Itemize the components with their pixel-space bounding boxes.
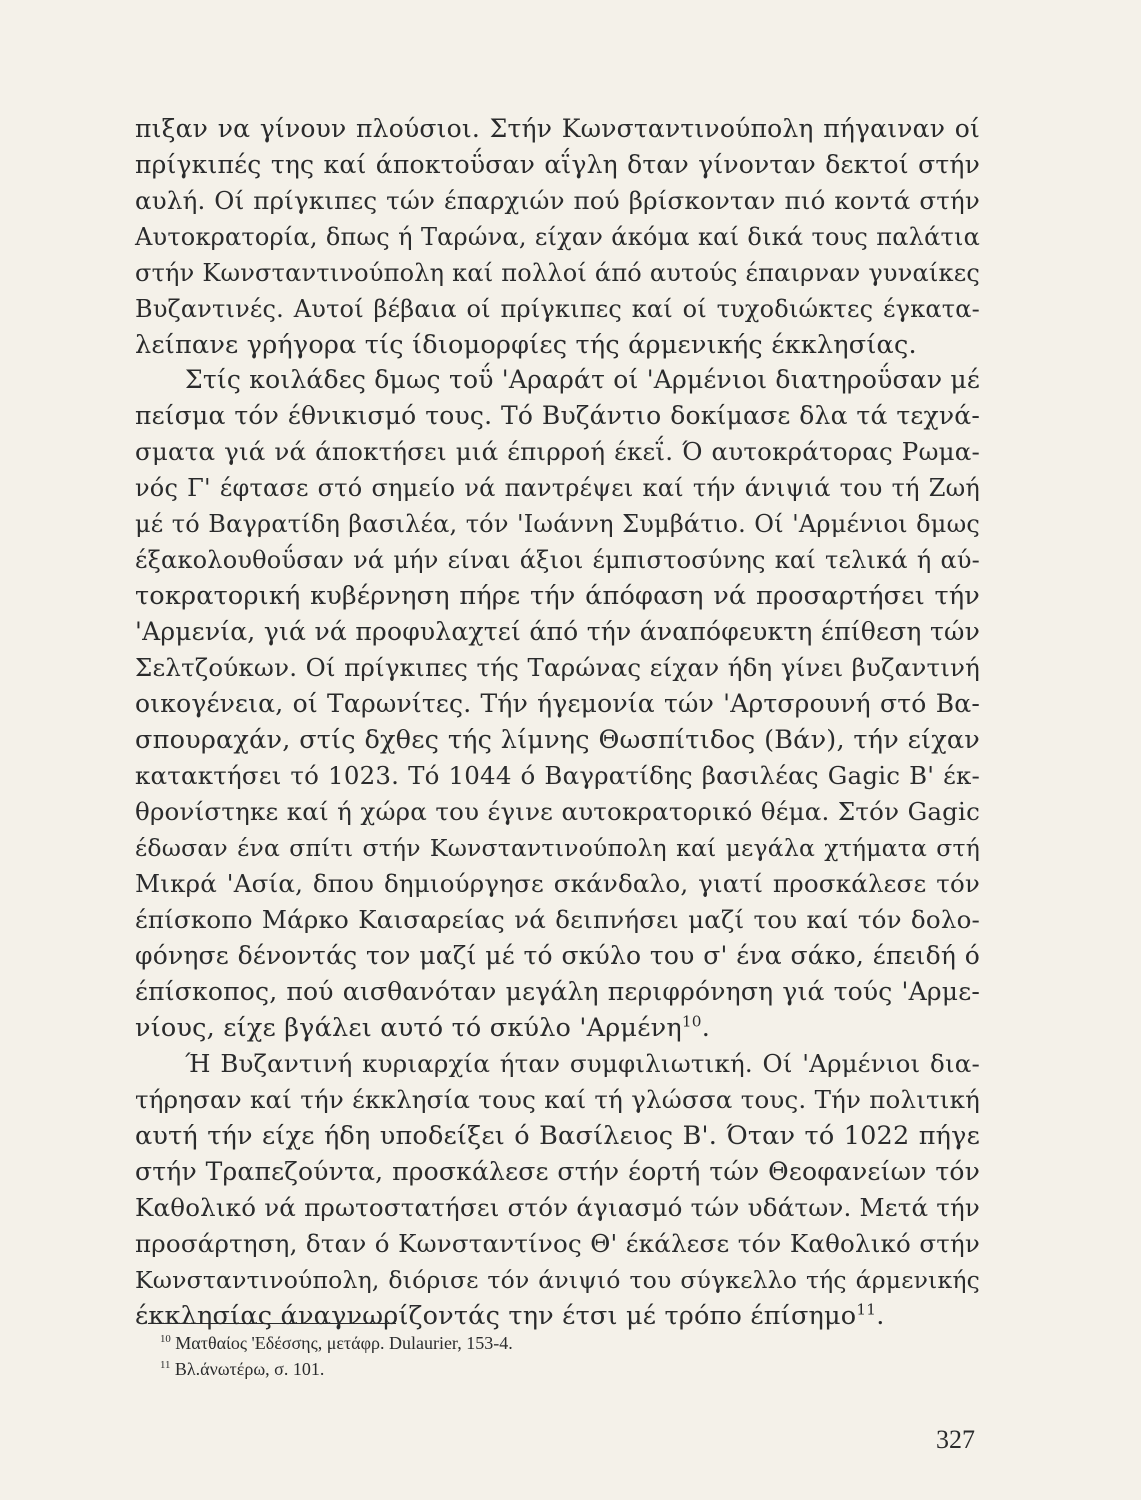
body-line: Κωνσταντινούπολη, διόρισε τόν άνιψιό του σύγκελλο τής άρμενικής [135, 1266, 980, 1294]
period: . [701, 1013, 710, 1043]
body-line: τοκρατορική κυβέρνηση πήρε τήν άπόφαση νά προσαρτήσει τήν [135, 581, 980, 611]
body-line-with-footnote [135, 1012, 980, 1044]
body-line-text: έκκλησίας άναγνωρίζοντάς την έτσι μέ τρόπο έπίσημο [135, 1301, 857, 1331]
footnote-text: Βλ.άνωτέρω, σ. 101. [174, 1359, 325, 1379]
body-line: φόνησε δένοντάς τον μαζί μέ τό σκύλο του σ' ένα σάκο, έπειδή ό [135, 941, 980, 970]
body-line: Ή Βυζαντινή κυριαρχία ήταν συμφιλιωτική. Οί 'Αρμένιοι δια- [185, 1049, 980, 1078]
body-line: προσάρτηση, δταν ό Κωνσταντίνος Θ' έκάλεσε τόν Καθολικό στήν [135, 1229, 980, 1258]
body-line: Βυζαντινές. Αυτοί βέβαια οί πρίγκιπες καί οί τυχοδιώκτες έγκατα- [135, 295, 980, 323]
body-line: τήρησαν καί τήν έκκλησία τους καί τή γλώσσα τους. Τήν πολιτική [135, 1085, 980, 1114]
body-line: Στίς κοιλάδες δμως τοΰ 'Αραράτ οί 'Αρμένιοι διατηροΰσαν μέ [185, 365, 980, 394]
body-line: σπουραχάν, στίς δχθες τής λίμνης Θωσπίτιδος (Βάν), τήν είχαν [135, 725, 980, 755]
body-line-text: νίους, είχε βγάλει αυτό τό σκύλο 'Αρμένη [135, 1013, 682, 1043]
footnote-ref: 10 [681, 1012, 702, 1031]
body-line: Καθολικό νά πρωτοστατήσει στόν άγιασμό τών υδάτων. Μετά τήν [135, 1193, 980, 1222]
body-line: αυτή τήν είχε ήδη υποδείξει ό Βασίλειος Β'. Όταν τό 1022 πήγε [135, 1121, 980, 1151]
page-number: 327 [936, 1425, 975, 1454]
footnote-11 [160, 1357, 324, 1381]
body-line: στήν Τραπεζούντα, προσκάλεσε στήν έορτή τών Θεοφανείων τόν [135, 1157, 980, 1186]
body-line: έπίσκοπος, πού αισθανόταν μεγάλη περιφρόνηση γιά τούς 'Αρμε- [135, 977, 980, 1006]
body-line: στήν Κωνσταντινούπολη καί πολλοί άπό αυτούς έπαιρναν γυναίκες [135, 259, 980, 287]
body-line: έπίσκοπο Μάρκο Καισαρείας νά δειπνήσει μαζί του καί τόν δολο- [135, 905, 980, 934]
body-line: λείπανε γρήγορα τίς ίδιομορφίες τής άρμενικής έκκλησίας. [135, 330, 917, 360]
body-line: σματα γιά νά άποκτήσει μιά έπιρροή έκεΐ. Ό αυτοκράτορας Ρωμα- [135, 437, 980, 466]
body-line-with-footnote [135, 1300, 980, 1332]
footnote-10 [160, 1331, 513, 1355]
body-line: έδωσαν ένα σπίτι στήν Κωνσταντινούπολη καί μεγάλα χτήματα στή [135, 834, 980, 862]
body-line: νός Γ' έφτασε στό σημείο νά παντρέψει καί τήν άνιψιά του τή Ζωή [135, 474, 980, 502]
footnote-text: Ματθαίος 'Εδέσσης, μετάφρ. Dulaurier, 153-4. [175, 1333, 513, 1353]
body-line: πιξαν να γίνουν πλούσιοι. Στήν Κωνσταντινούπολη πήγαιναν οί [135, 114, 980, 143]
body-line: έξακολουθοΰσαν νά μήν είναι άξιοι έμπιστοσύνης καί τελικά ή αύ- [135, 546, 980, 574]
body-line: πρίγκιπές της καί άποκτοΰσαν αΐγλη δταν γίνονταν δεκτοί στήν [135, 150, 980, 179]
body-line: πείσμα τόν έθνικισμό τους. Τό Βυζάντιο δοκίμασε δλα τά τεχνά- [135, 401, 980, 430]
body-line: κατακτήσει τό 1023. Τό 1044 ό Βαγρατίδης βασιλέας Gagic Β' έκ- [135, 761, 980, 790]
body-line: οικογένεια, οί Ταρωνίτες. Τήν ήγεμονία τών 'Αρτσρουνή στό Βα- [135, 689, 980, 718]
footnote-number: 10 [160, 1333, 171, 1345]
body-line: αυλή. Οί πρίγκιπες τών έπαρχιών πού βρίσκονταν πιό κοντά στήν [135, 186, 980, 215]
footnote-ref: 11 [856, 1300, 877, 1319]
body-line: Αυτοκρατορία, δπως ή Ταρώνα, είχαν άκόμα καί δικά τους παλάτια [135, 223, 980, 251]
footnote-divider [148, 1323, 396, 1324]
body-line: θρονίστηκε καί ή χώρα του έγινε αυτοκρατορικό θέμα. Στόν Gagic [135, 797, 980, 826]
body-line: 'Αρμενία, γιά νά προφυλαχτεί άπό τήν άναπόφευκτη έπίθεση τών [135, 617, 980, 646]
body-line: Μικρά 'Ασία, δπου δημιούργησε σκάνδαλο, γιατί προσκάλεσε τόν [135, 869, 980, 898]
footnote-number: 11 [160, 1359, 171, 1371]
body-line: Σελτζούκων. Οί πρίγκιπες τής Ταρώνας είχαν ήδη γίνει βυζαντινή [135, 653, 980, 682]
body-line: μέ τό Βαγρατίδη βασιλέα, τόν 'Ιωάννη Συμβάτιο. Οί 'Αρμένιοι δμως [135, 510, 980, 538]
period: . [876, 1301, 885, 1331]
